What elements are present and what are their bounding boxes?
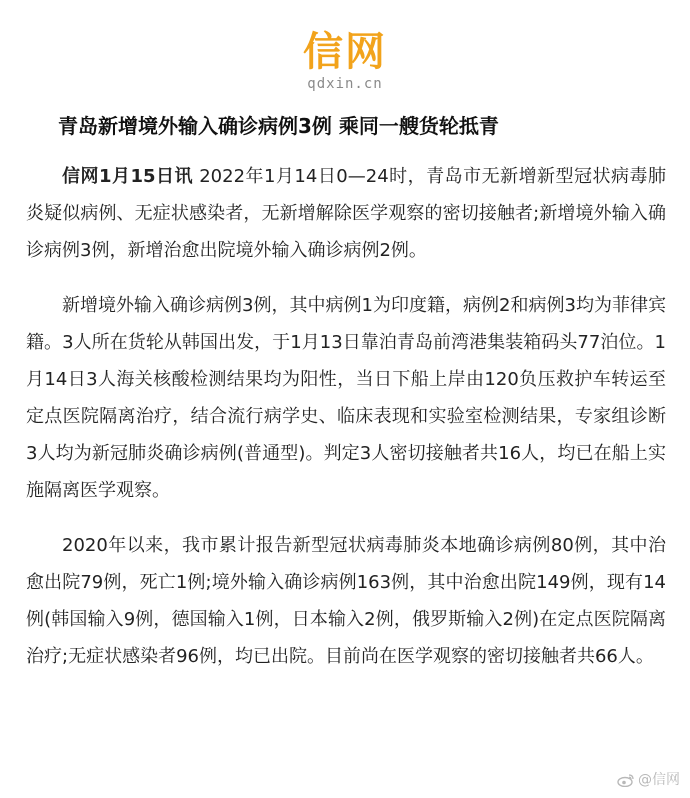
- logo-domain: qdxin.cn: [307, 76, 383, 92]
- article-paragraph: [26, 158, 666, 269]
- article-paragraph-text: 2022年1月14日0—24时，青岛市无新增新型冠状病毒肺炎疑似病例、无症状感染者，无新增解除医学观察的密切接触者;新增境外输入确诊病例3例，新增治愈出院境外输入确诊病例2例。: [26, 166, 666, 261]
- article-lead: 信网1月15日讯: [62, 166, 193, 187]
- article-body: [26, 158, 666, 693]
- article-headline: 青岛新增境外输入确诊病例3例 乘同一艘货轮抵青: [58, 114, 499, 138]
- article-paragraph: [26, 527, 666, 675]
- site-logo: [0, 30, 690, 93]
- article-paragraph-text: 新增境外输入确诊病例3例，其中病例1为印度籍，病例2和病例3均为菲律宾籍。3人所在货轮从韩国出发，于1月13日靠泊青岛前湾港集装箱码头77泊位。1月14日3人海关核酸检测结果均为阳性，当日下船上岸由120负压救护车转运至定点医院隔离治疗，结合流行病学史、临床表现和实验室检测结果，专家组诊断3人均为新冠肺炎确诊病例(普通型)。判定3人密切接触者共16人，均已在船上实施隔离医学观察。: [26, 295, 666, 501]
- article-paragraph: [26, 287, 666, 509]
- logo-mark: 信网: [303, 29, 387, 75]
- article-paragraph-text: 2020年以来，我市累计报告新型冠状病毒肺炎本地确诊病例80例，其中治愈出院79例，死亡1例;境外输入确诊病例163例，其中治愈出院149例，现有14例(韩国输入9例，德国输入1例，日本输入2例，俄罗斯输入2例)在定点医院隔离治疗;无症状感染者96例，均已出院。目前尚在医学观察的密切接触者共66人。: [26, 535, 666, 667]
- weibo-watermark: [617, 770, 680, 790]
- watermark-text: @信网: [638, 772, 680, 788]
- weibo-icon: [617, 773, 635, 787]
